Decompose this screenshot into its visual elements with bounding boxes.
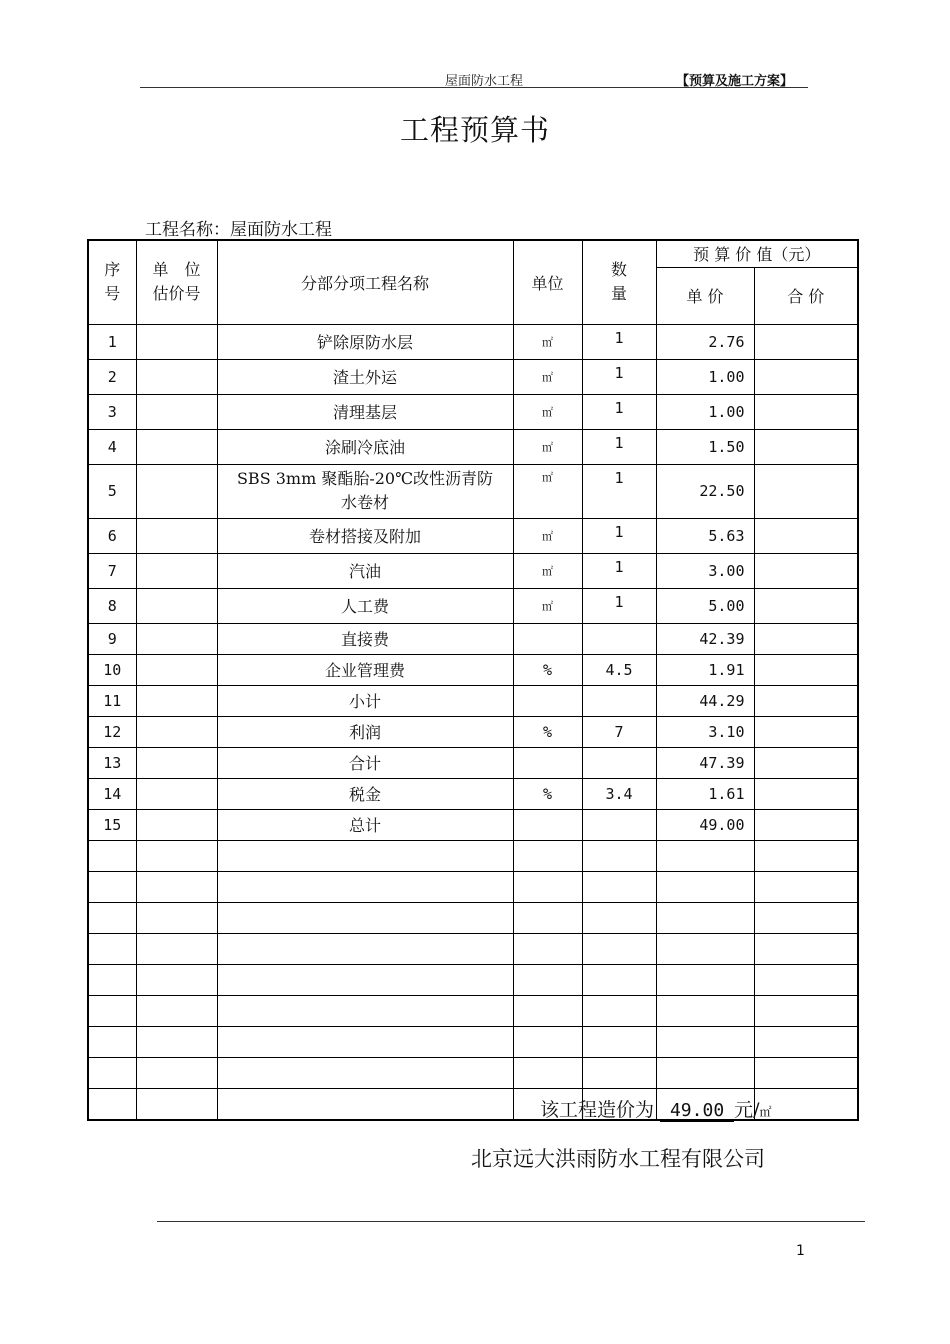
row-qty: 1	[582, 394, 656, 429]
row-qty	[582, 685, 656, 716]
table-row	[88, 623, 858, 654]
row-code	[136, 809, 217, 840]
row-code	[136, 429, 217, 464]
row-total	[754, 394, 858, 429]
row-code	[136, 654, 217, 685]
row-qty	[582, 809, 656, 840]
row-code	[136, 464, 217, 518]
header-total: 合 价	[754, 267, 858, 324]
row-unit-price: 2.76	[656, 324, 754, 359]
row-name-line1: SBS 3mm 聚酯胎-20℃改性沥青防	[236, 469, 494, 488]
row-unit: ㎡	[513, 464, 582, 518]
table-row	[88, 778, 858, 809]
budget-table	[87, 239, 859, 1121]
row-unit: %	[513, 778, 582, 809]
row-name: 直接费	[217, 623, 513, 654]
row-unit-price: 3.00	[656, 553, 754, 588]
table-row	[88, 553, 858, 588]
row-seq: 11	[88, 685, 136, 716]
page-title: 工程预算书	[399, 113, 550, 147]
row-qty: 1	[582, 464, 656, 518]
row-unit	[513, 685, 582, 716]
row-unit: ㎡	[513, 518, 582, 553]
row-qty: 1	[582, 429, 656, 464]
row-seq: 5	[88, 464, 136, 518]
row-total	[754, 553, 858, 588]
row-name: 小计	[217, 685, 513, 716]
row-unit	[513, 809, 582, 840]
row-seq: 6	[88, 518, 136, 553]
empty-row	[88, 1057, 858, 1088]
row-unit: ㎡	[513, 324, 582, 359]
table-row	[88, 809, 858, 840]
row-code	[136, 324, 217, 359]
project-line	[145, 215, 332, 240]
table-row	[88, 685, 858, 716]
empty-row	[88, 995, 858, 1026]
row-unit: ㎡	[513, 394, 582, 429]
row-unit: %	[513, 654, 582, 685]
row-seq: 4	[88, 429, 136, 464]
header-qty	[582, 240, 656, 324]
row-name: 涂刷冷底油	[217, 429, 513, 464]
row-name: 铲除原防水层	[217, 324, 513, 359]
table-row	[88, 324, 858, 359]
row-unit-price: 1.91	[656, 654, 754, 685]
row-total	[754, 809, 858, 840]
row-seq: 10	[88, 654, 136, 685]
header-doc-tag: 【预算及施工方案】	[676, 74, 794, 89]
row-code	[136, 518, 217, 553]
row-name: 合计	[217, 747, 513, 778]
row-seq: 2	[88, 359, 136, 394]
table-row	[88, 518, 858, 553]
row-qty	[582, 623, 656, 654]
footer-rule	[157, 1221, 865, 1222]
row-unit: ㎡	[513, 553, 582, 588]
header-unit-code-line2: 估价号	[152, 284, 201, 304]
row-total	[754, 716, 858, 747]
row-name: 卷材搭接及附加	[217, 518, 513, 553]
row-name: 利润	[217, 716, 513, 747]
empty-row	[88, 933, 858, 964]
row-unit	[513, 747, 582, 778]
header-item-name: 分部分项工程名称	[217, 240, 513, 324]
row-code	[136, 747, 217, 778]
row-unit-price: 5.63	[656, 518, 754, 553]
table-row	[88, 747, 858, 778]
header-doc-name: 屋面防水工程	[445, 74, 524, 89]
row-unit-price: 44.29	[656, 685, 754, 716]
row-qty: 1	[582, 359, 656, 394]
header-unit-code-line1: 单 位	[152, 260, 201, 280]
row-unit-price: 1.00	[656, 359, 754, 394]
header-qty-line1: 数	[610, 260, 627, 280]
table-row	[88, 429, 858, 464]
header-unit-price: 单 价	[656, 267, 754, 324]
table-row	[88, 394, 858, 429]
row-name: 清理基层	[217, 394, 513, 429]
row-qty: 1	[582, 324, 656, 359]
row-qty: 1	[582, 553, 656, 588]
row-unit-price: 42.39	[656, 623, 754, 654]
table-row	[88, 654, 858, 685]
row-seq: 13	[88, 747, 136, 778]
row-name: 人工费	[217, 588, 513, 623]
header-budget-value: 预 算 价 值（元）	[656, 240, 858, 267]
row-unit	[513, 623, 582, 654]
row-total	[754, 429, 858, 464]
row-total	[754, 654, 858, 685]
row-total	[754, 464, 858, 518]
row-unit-price: 49.00	[656, 809, 754, 840]
project-name: 屋面防水工程	[230, 220, 332, 240]
header-seq	[88, 240, 136, 324]
cost-summary	[540, 1095, 771, 1122]
row-qty: 4.5	[582, 654, 656, 685]
row-total	[754, 359, 858, 394]
row-seq: 1	[88, 324, 136, 359]
row-qty: 3.4	[582, 778, 656, 809]
row-total	[754, 588, 858, 623]
table-row	[88, 588, 858, 623]
empty-row	[88, 840, 858, 871]
header-seq-line2: 号	[104, 284, 121, 304]
cost-suffix: 元/	[734, 1099, 760, 1121]
company-name: 北京远大洪雨防水工程有限公司	[471, 1147, 765, 1171]
row-seq: 7	[88, 553, 136, 588]
row-total	[754, 518, 858, 553]
row-code	[136, 685, 217, 716]
row-code	[136, 394, 217, 429]
row-seq: 9	[88, 623, 136, 654]
row-unit: ㎡	[513, 588, 582, 623]
header-qty-line2: 量	[610, 284, 627, 304]
row-total	[754, 778, 858, 809]
table-row	[88, 464, 858, 518]
header-rule	[140, 87, 808, 88]
empty-row	[88, 871, 858, 902]
row-seq: 14	[88, 778, 136, 809]
header-unit: 单位	[513, 240, 582, 324]
header-unit-code	[136, 240, 217, 324]
row-name: 渣土外运	[217, 359, 513, 394]
row-seq: 15	[88, 809, 136, 840]
row-code	[136, 359, 217, 394]
row-unit-price: 1.00	[656, 394, 754, 429]
row-code	[136, 716, 217, 747]
row-qty: 1	[582, 518, 656, 553]
empty-row	[88, 964, 858, 995]
row-name	[217, 464, 513, 518]
row-unit: ㎡	[513, 429, 582, 464]
cost-value: 49.00	[660, 1100, 734, 1122]
row-total	[754, 324, 858, 359]
row-code	[136, 778, 217, 809]
row-total	[754, 623, 858, 654]
row-unit-price: 1.61	[656, 778, 754, 809]
row-name: 企业管理费	[217, 654, 513, 685]
row-unit-price: 5.00	[656, 588, 754, 623]
row-name-line2: 水卷材	[340, 493, 389, 512]
row-seq: 12	[88, 716, 136, 747]
row-name: 汽油	[217, 553, 513, 588]
row-unit-price: 47.39	[656, 747, 754, 778]
row-unit: %	[513, 716, 582, 747]
row-qty: 1	[582, 588, 656, 623]
row-code	[136, 588, 217, 623]
row-seq: 3	[88, 394, 136, 429]
row-code	[136, 623, 217, 654]
row-total	[754, 685, 858, 716]
project-label: 工程名称：	[145, 220, 230, 240]
row-qty	[582, 747, 656, 778]
row-code	[136, 553, 217, 588]
row-unit-price: 3.10	[656, 716, 754, 747]
empty-row	[88, 902, 858, 933]
row-qty: 7	[582, 716, 656, 747]
empty-row	[88, 1026, 858, 1057]
cost-unit: ㎡	[759, 1105, 772, 1119]
cost-prefix: 该工程造价为	[540, 1099, 655, 1121]
row-total	[754, 747, 858, 778]
row-seq: 8	[88, 588, 136, 623]
row-unit: ㎡	[513, 359, 582, 394]
row-unit-price: 1.50	[656, 429, 754, 464]
row-name: 总计	[217, 809, 513, 840]
page-number: 1	[796, 1243, 805, 1259]
table-row	[88, 359, 858, 394]
row-name: 税金	[217, 778, 513, 809]
table-row	[88, 716, 858, 747]
header-seq-line1: 序	[104, 260, 121, 280]
row-unit-price: 22.50	[656, 464, 754, 518]
